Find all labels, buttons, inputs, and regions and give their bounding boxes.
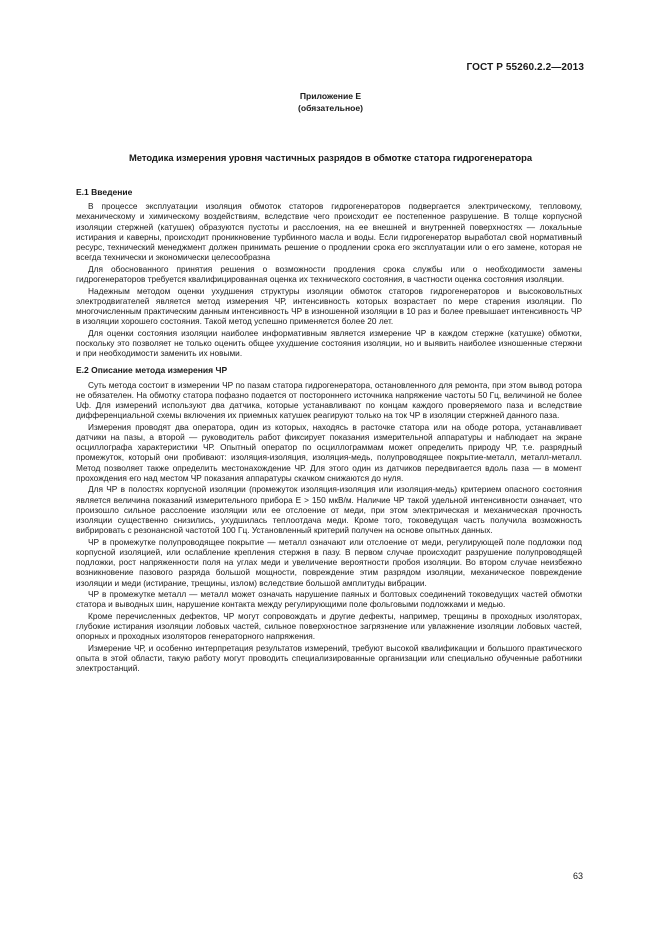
paragraph: Измерение ЧР, и особенно интерпретация результатов измерений, требуют высокой квалификации и большого практического опыта в этой области, такую работу могут проводить специализированные организации или специально обученные работники электростанций. [76,643,582,674]
section-introduction [76,187,582,358]
appendix-title: Приложение Е [299,91,362,101]
paragraph: В процессе эксплуатации изоляция обмоток статоров гидрогенераторов подвергается электрическому, тепловому, механическому и химическому воздействиям, вследствие чего происходит ее постепенное разрушение. В толще корпусной изоляции стержней (катушек) образуются пустоты и расслоения, на ее внешней и внутренней поверхностях — локальные истирания и каверны, происходит проникновение турбинного масла и воды. Если гидрогенератор выработал свой нормативный ресурс, технический менеджмент должен принимать решение о продлении срока его эксплуатации или о его замене, которая не всегда технически и экономически целесообразна [76,201,582,263]
paragraph: Для оценки состояния изоляции наиболее информативным является измерение ЧР в каждом стержне (катушке) обмотки, поскольку это позволяет не только оценить общее ухудшение состояния изоляции, но и выявить наиболее изношенные стержни и при необходимости заменить их новыми. [76,327,582,359]
document-body [76,187,582,675]
paragraph: ЧР в промежутке полупроводящее покрытие — металл означают или отслоение от меди, регулирующей поле подложки под корпусной изоляцией, или ослабление крепления стержня в пазу. В первом случае происходит разрушение полупроводящей подложки, рост напряженности поля на углах меди и увеличение вероятности пробоя изоляции. Во втором случае неизбежно возникновение пазового разряда большой мощности, повреждение этим разрядом изоляции, механическое повреждение изоляции и меди (истирание, трещины, излом) вследствие большой амплитуды вибрации. [76,536,582,588]
doc-code-header: ГОСТ Р 55260.2.2—2013 [466,62,584,73]
paragraph: Надежным методом оценки ухудшения структуры изоляции обмоток статоров гидрогенераторов и высоковольтных электродвигателей является метод измерения ЧР, интенсивность которых возрастает по мере старения изоляции. По многочисленным практическим данным интенсивность ЧР в изношенной изоляции в 10 раз и более превышает интенсивность ЧР в изоляции хорошего состояния. Такой метод успешно применяется более 20 лет. [76,285,582,327]
main-title: Методика измерения уровня частичных разрядов в обмотке статора гидрогенератора [128,152,533,163]
paragraph: Для обоснованного принятия решения о возможности продления срока службы или о необходимости замены гидрогенераторов требуется квалифицированная оценка их технического состояния, в частности оценка состояния изоляции. [76,263,582,285]
appendix-subtitle: (обязательное) [297,103,364,113]
section-title: Е.2 Описание метода измерения ЧР [76,365,228,376]
appendix-heading [0,90,661,114]
paragraph: Для ЧР в полостях корпусной изоляции (промежуток изоляция-изоляция или изоляция-медь) критерием опасного состояния является величина показаний измерительного прибора E > 150 мкВ/м. Наличие ЧР такой удельной интенсивности означает, что произошло сильное расслоение изоляции или ее отслоение от меди, при этом электрическая и механическая прочность изоляции существенно снизились, ухудшилась теплоотдача меди. Кроме того, токоведущая часть получила возможность вибрировать с резонансной частотой 100 Гц. Установленный критерий получен на основе опытных данных. [76,484,582,536]
paragraph: Измерения проводят два оператора, один из которых, находясь в расточке статора или на ободе ротора, устанавливает датчики на пазы, а второй — руководитель работ фиксирует показания измерительной аппаратуры и наблюдает на экране осциллографа характеристики ЧР. Опытный оператор по осциллограммам может определить природу ЧР, т.е. разрядный промежуток, который они пробивают: изоляция-изоляция, изоляция-медь, полупроводящее покрытие-металл, металл-металл. Метод позволяет также определить местонахождение ЧР. Для этого один из датчиков передвигается вдоль паза — в момент прохождения его над местом ЧР показания аппаратуры скачком снижаются до нуля. [76,421,582,483]
paragraph: ЧР в промежутке металл — металл может означать нарушение паяных и болтовых соединений токоведущих частей обмотки статора и выводных шин, нарушение контакта между регулирующими поле фольговыми подложками и медью. [76,589,582,610]
section-method [76,365,582,673]
section-title: Е.1 Введение [76,187,133,197]
page-number: 63 [572,871,583,881]
paragraph: Суть метода состоит в измерении ЧР по пазам статора гидрогенератора, остановленного для ремонта, при этом вывод ротора не обязателен. На обмотку статора пофазно подается от постороннего источника напряжение частоты 50 Гц, величиной не более Uф. Для измерений используют два датчика, которые устанавливают по концам каждого проверяемого паза и вследствие дифференциальной схемы включения их приемных катушек реагируют только на ток ЧР в изоляции стержней данного паза. [76,379,582,421]
paragraph: Кроме перечисленных дефектов, ЧР могут сопровождать и другие дефекты, например, трещины в проходных изоляторах, глубокие истирания изоляции лобовых частей, сильное поверхностное загрязнение или увлажнение изоляции лобовых частей, опорных и проходных изоляторов генераторного напряжения. [76,611,582,642]
